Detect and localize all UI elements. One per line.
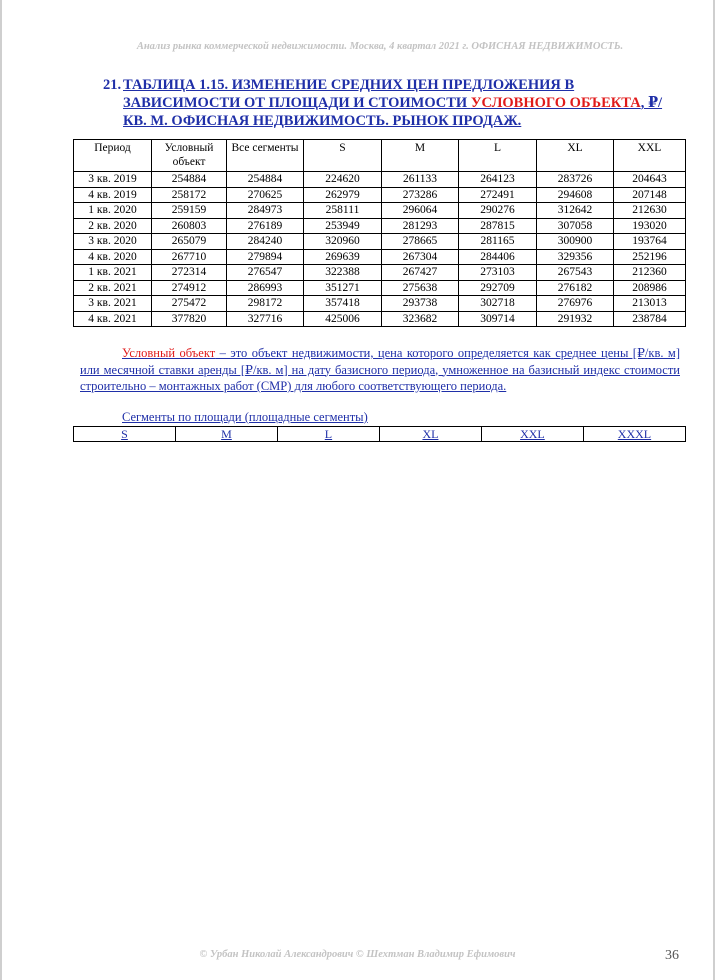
segments-title[interactable]: Сегменты по площади (площадные сегменты) — [122, 410, 368, 424]
price-cell: 258172 — [152, 187, 227, 203]
segment-link-l[interactable]: L — [277, 427, 379, 442]
price-cell: 213013 — [614, 296, 686, 312]
header-cell: XXL — [614, 140, 686, 172]
price-cell: 302718 — [459, 296, 537, 312]
price-cell: 208986 — [614, 280, 686, 296]
period-cell: 4 кв. 2021 — [74, 311, 152, 327]
price-cell: 287815 — [459, 218, 537, 234]
price-cell: 281293 — [382, 218, 459, 234]
price-cell: 254884 — [227, 172, 304, 188]
price-cell: 275472 — [152, 296, 227, 312]
price-cell: 212360 — [614, 265, 686, 281]
price-cell: 207148 — [614, 187, 686, 203]
price-cell: 272314 — [152, 265, 227, 281]
price-cell: 281165 — [459, 234, 537, 250]
table-row — [74, 311, 686, 327]
table-row — [74, 187, 686, 203]
segment-link-xxl[interactable]: XXL — [481, 427, 583, 442]
segments-row — [74, 427, 686, 442]
period-cell: 2 кв. 2021 — [74, 280, 152, 296]
table-row — [74, 265, 686, 281]
price-cell: 272491 — [459, 187, 537, 203]
page-edge-left — [0, 0, 2, 980]
price-cell: 300900 — [537, 234, 614, 250]
price-cell: 307058 — [537, 218, 614, 234]
header-cell: Период — [74, 140, 152, 172]
price-cell: 238784 — [614, 311, 686, 327]
title-part-2: , ₽/КВ. М. ОФИСНАЯ НЕДВИЖИМОСТЬ. РЫНОК ПРОДАЖ. — [123, 95, 663, 129]
segments-table — [73, 426, 686, 442]
price-cell: 273286 — [382, 187, 459, 203]
price-cell: 323682 — [382, 311, 459, 327]
price-cell: 267710 — [152, 249, 227, 265]
period-cell: 3 кв. 2020 — [74, 234, 152, 250]
price-cell: 224620 — [304, 172, 382, 188]
price-cell: 274912 — [152, 280, 227, 296]
price-cell: 264123 — [459, 172, 537, 188]
price-cell: 267427 — [382, 265, 459, 281]
price-cell: 262979 — [304, 187, 382, 203]
header-cell: L — [459, 140, 537, 172]
period-cell: 4 кв. 2020 — [74, 249, 152, 265]
price-cell: 276182 — [537, 280, 614, 296]
header-cell: Условный объект — [152, 140, 227, 172]
price-cell: 329356 — [537, 249, 614, 265]
period-cell: 3 кв. 2019 — [74, 172, 152, 188]
price-cell: 292709 — [459, 280, 537, 296]
price-cell: 253949 — [304, 218, 382, 234]
period-cell: 1 кв. 2020 — [74, 203, 152, 219]
price-cell: 270625 — [227, 187, 304, 203]
price-cell: 204643 — [614, 172, 686, 188]
price-cell: 351271 — [304, 280, 382, 296]
title-text — [103, 76, 683, 130]
running-header: Анализ рынка коммерческой недвижимости. Москва, 4 квартал 2021 г. ОФИСНАЯ НЕДВИЖИМОСТЬ. — [136, 41, 624, 52]
price-cell: 286993 — [227, 280, 304, 296]
title-highlight: УСЛОВНОГО ОБЪЕКТА — [470, 95, 641, 111]
definition-note — [80, 345, 680, 395]
price-cell: 275638 — [382, 280, 459, 296]
price-cell: 193020 — [614, 218, 686, 234]
price-cell: 293738 — [382, 296, 459, 312]
price-cell: 309714 — [459, 311, 537, 327]
table-title — [103, 76, 683, 130]
price-cell: 284973 — [227, 203, 304, 219]
price-cell: 296064 — [382, 203, 459, 219]
note-term[interactable]: Условный объект — [122, 346, 216, 360]
price-cell: 327716 — [227, 311, 304, 327]
price-cell: 193764 — [614, 234, 686, 250]
price-cell: 357418 — [304, 296, 382, 312]
price-cell: 279894 — [227, 249, 304, 265]
price-cell: 259159 — [152, 203, 227, 219]
price-cell: 252196 — [614, 249, 686, 265]
table-header-row — [74, 140, 686, 172]
price-cell: 290276 — [459, 203, 537, 219]
price-cell: 294608 — [537, 187, 614, 203]
price-cell: 276189 — [227, 218, 304, 234]
header-cell: XL — [537, 140, 614, 172]
segment-link-xl[interactable]: XL — [379, 427, 481, 442]
header-cell: M — [382, 140, 459, 172]
price-cell: 269639 — [304, 249, 382, 265]
price-cell: 267304 — [382, 249, 459, 265]
note-text[interactable]: – это объект недвижимости, цена которого определяется как среднее цены [₽/кв. м] или месячной ставки аренды [₽/кв. м] на дату базисного периода, умноженное на базисный индекс стоимости строительно – монтажных работ (СМР) для любого соответствующего периода. — [80, 346, 681, 393]
segment-link-m[interactable]: M — [175, 427, 277, 442]
table-row — [74, 203, 686, 219]
table-row — [74, 249, 686, 265]
price-cell: 267543 — [537, 265, 614, 281]
price-cell: 425006 — [304, 311, 382, 327]
price-cell: 278665 — [382, 234, 459, 250]
price-cell: 298172 — [227, 296, 304, 312]
price-cell: 377820 — [152, 311, 227, 327]
title-part-1: ТАБЛИЦА 1.15. ИЗМЕНЕНИЕ СРЕДНИХ ЦЕН ПРЕДЛОЖЕНИЯ В ЗАВИСИМОСТИ ОТ ПЛОЩАДИ И СТОИМОСТИ — [123, 77, 575, 111]
segment-link-xxxl[interactable]: XXXL — [583, 427, 685, 442]
price-cell: 291932 — [537, 311, 614, 327]
footer-copyright: © Урбан Николай Александрович © Шехтман Владимир Ефимович — [199, 949, 516, 960]
period-cell: 3 кв. 2021 — [74, 296, 152, 312]
price-cell: 284240 — [227, 234, 304, 250]
price-cell: 258111 — [304, 203, 382, 219]
table-row — [74, 172, 686, 188]
price-cell: 273103 — [459, 265, 537, 281]
segment-link-s[interactable]: S — [74, 427, 176, 442]
period-cell: 4 кв. 2019 — [74, 187, 152, 203]
price-cell: 261133 — [382, 172, 459, 188]
period-cell: 2 кв. 2020 — [74, 218, 152, 234]
price-cell: 320960 — [304, 234, 382, 250]
price-cell: 276976 — [537, 296, 614, 312]
price-cell: 260803 — [152, 218, 227, 234]
price-table — [73, 139, 686, 327]
header-cell: Все сегменты — [227, 140, 304, 172]
price-cell: 312642 — [537, 203, 614, 219]
price-cell: 212630 — [614, 203, 686, 219]
period-cell: 1 кв. 2021 — [74, 265, 152, 281]
price-cell: 265079 — [152, 234, 227, 250]
price-cell: 283726 — [537, 172, 614, 188]
title-number: 21. — [103, 77, 122, 93]
table-row — [74, 280, 686, 296]
price-cell: 276547 — [227, 265, 304, 281]
table-row — [74, 218, 686, 234]
header-cell: S — [304, 140, 382, 172]
price-cell: 322388 — [304, 265, 382, 281]
page-number: 36 — [665, 948, 679, 963]
price-cell: 254884 — [152, 172, 227, 188]
table-row — [74, 296, 686, 312]
table-row — [74, 234, 686, 250]
price-cell: 284406 — [459, 249, 537, 265]
